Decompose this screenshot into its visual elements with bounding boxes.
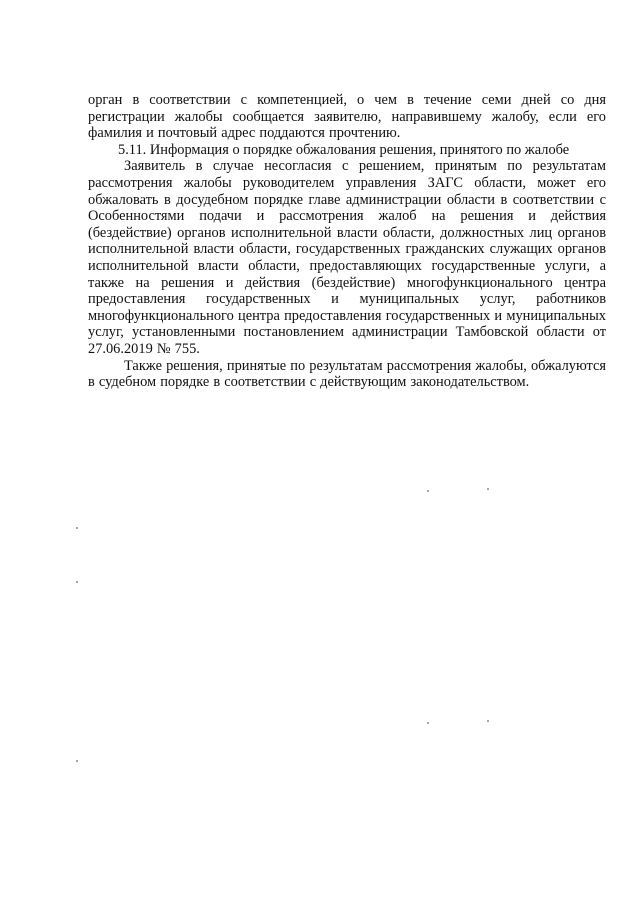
paragraph-appeal-procedure: Заявитель в случае несогласия с решением, принятым по результатам рассмотрения жалобы руководителем управления ЗАГС области, может его обжаловать в досудебном порядке главе администрации области в соответствии с Особенностями подачи и рассмотрения жалоб на решения и действия (бездействие) органов исполнительной власти области, должностных лиц органов исполнительной власти области, государственных гражданских служащих органов исполнительной власти области, предоставляющих государственные услуги, а также на решения и действия (бездействие) многофункционального центра предоставления государственных и муниципальных услуг, работников многофункционального центра предоставления государственных и муниципальных услуг, установленными постановлением администрации Тамбовской области от 27.06.2019 № 755. xyxy=(88,158,606,357)
scan-speck xyxy=(487,488,489,490)
scan-speck xyxy=(76,581,78,583)
scan-speck xyxy=(76,527,78,529)
section-heading-5-11: 5.11. Информация о порядке обжалования решения, принятого по жалобе xyxy=(118,141,570,158)
scan-speck xyxy=(487,720,489,722)
scan-speck xyxy=(76,760,78,762)
scan-speck xyxy=(427,722,429,724)
paragraph-complaint-redirect: орган в соответствии с компетенцией, о чем в течение семи дней со дня регистрации жалобы сообщается заявителю, направившему жалобу, если его фамилия и почтовый адрес поддаются прочтению. xyxy=(88,92,606,142)
document-page xyxy=(88,92,606,391)
paragraph-judicial-appeal: Также решения, принятые по результатам рассмотрения жалобы, обжалуются в судебном порядке в соответствии с действующим законодательством. xyxy=(88,357,606,391)
scan-speck xyxy=(427,490,429,492)
